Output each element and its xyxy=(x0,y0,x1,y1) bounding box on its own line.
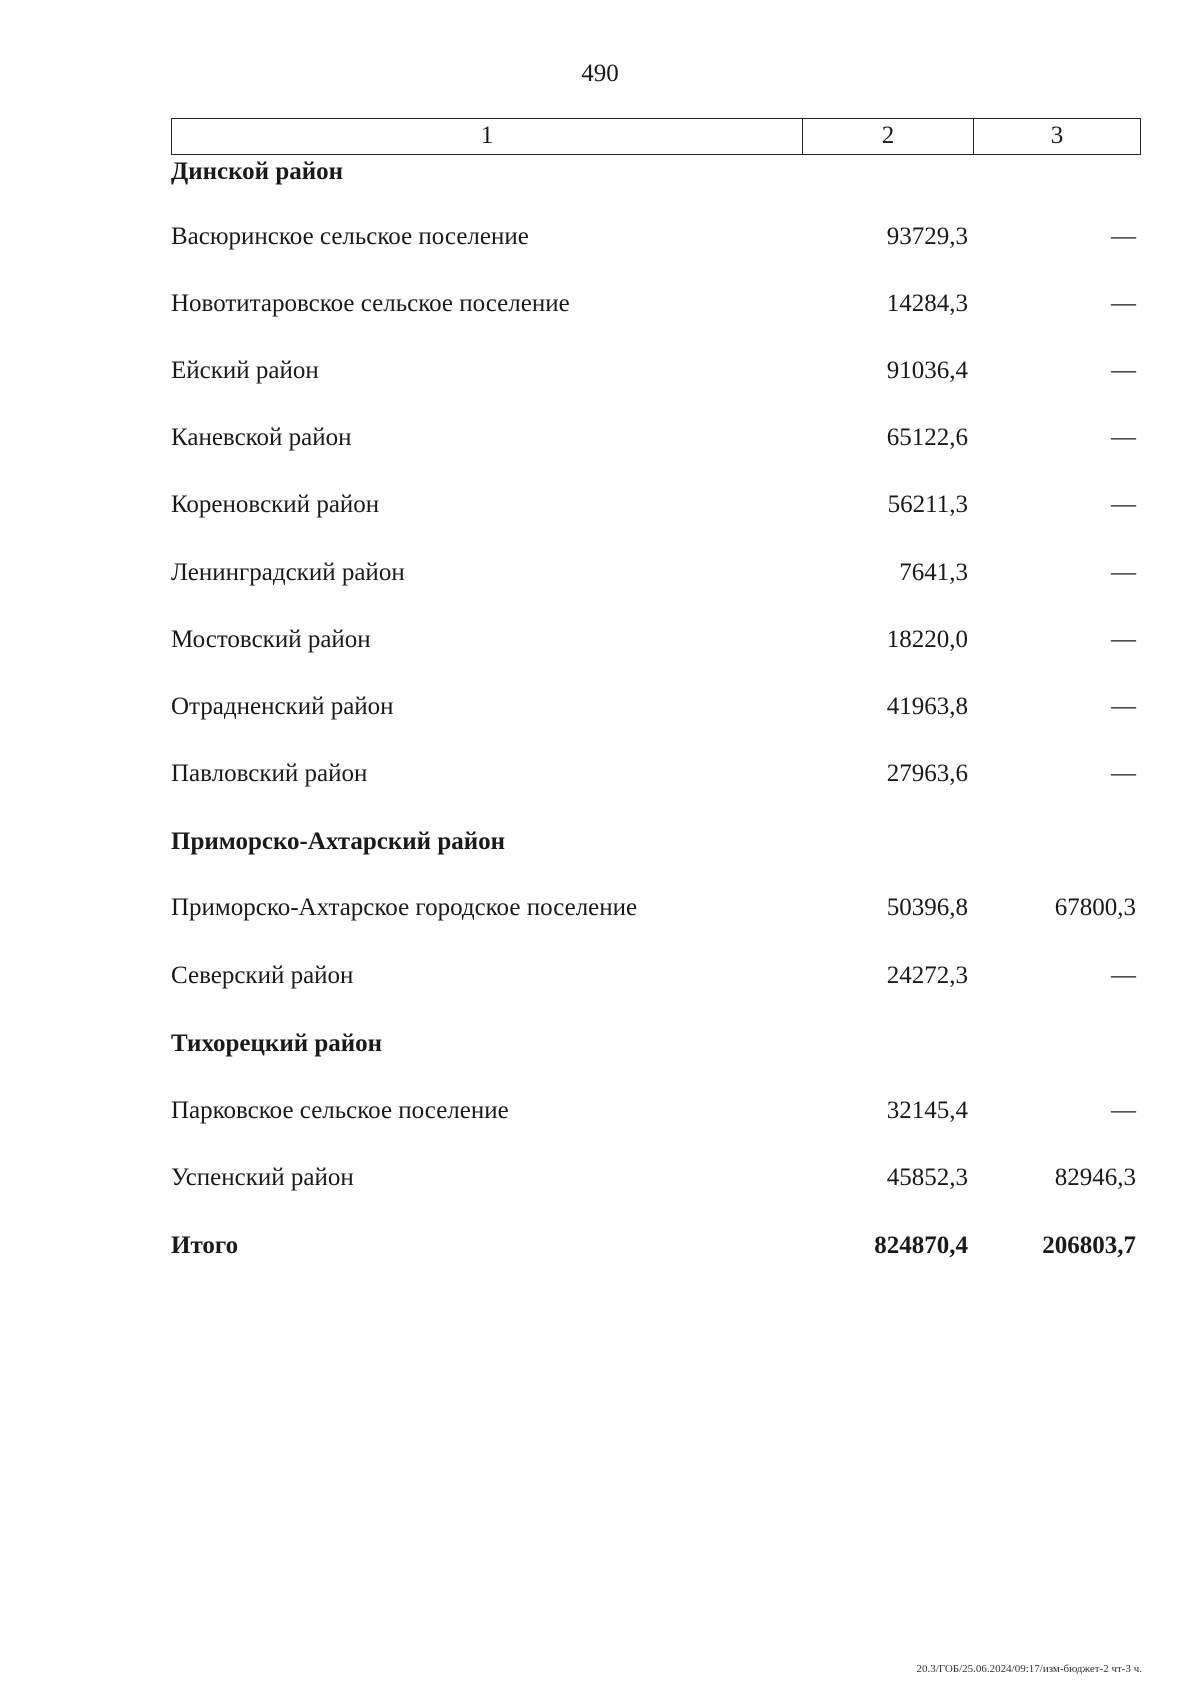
row-value-col-3-dash: — xyxy=(1111,357,1136,384)
row-value-col-2: 824870,4 xyxy=(874,1232,968,1259)
row-name: Успенский район xyxy=(171,1164,354,1191)
row-name: Новотитаровское сельское поселение xyxy=(171,290,570,317)
table-header xyxy=(171,118,1141,155)
table-row xyxy=(0,357,1200,397)
row-value-col-3: 206803,7 xyxy=(1042,1232,1136,1259)
section-heading-row xyxy=(0,158,1200,198)
row-name: Северский район xyxy=(171,962,354,989)
table-row xyxy=(0,626,1200,666)
table-header-col-2: 2 xyxy=(803,119,974,154)
table-row xyxy=(0,290,1200,330)
row-name: Отрадненский район xyxy=(171,693,394,720)
section-heading-row xyxy=(0,1030,1200,1070)
table-row xyxy=(0,223,1200,263)
row-name: Кореновский район xyxy=(171,491,380,518)
table-row xyxy=(0,559,1200,599)
page-number: 490 xyxy=(581,60,619,87)
row-value-col-2: 50396,8 xyxy=(886,894,968,921)
footer-stamp: 20.3/ГОБ/25.06.2024/09:17/изм-бюджет-2 чт-3 ч. xyxy=(916,1663,1142,1675)
row-name: Каневской район xyxy=(171,424,352,451)
table-row xyxy=(0,1164,1200,1204)
total-row xyxy=(0,1232,1200,1272)
table-row xyxy=(0,693,1200,733)
row-name: Приморско-Ахтарский район xyxy=(171,828,506,855)
row-name: Парковское сельское поселение xyxy=(171,1097,509,1124)
row-value-col-2: 14284,3 xyxy=(886,290,968,317)
row-value-col-2: 65122,6 xyxy=(886,424,968,451)
row-name: Динской район xyxy=(171,158,344,185)
table-row xyxy=(0,491,1200,531)
row-value-col-2: 41963,8 xyxy=(886,693,968,720)
row-value-col-3-dash: — xyxy=(1111,760,1136,787)
row-value-col-3: 67800,3 xyxy=(1054,894,1136,921)
row-value-col-2: 45852,3 xyxy=(886,1164,968,1191)
row-value-col-2: 32145,4 xyxy=(886,1097,968,1124)
row-name: Васюринское сельское поселение xyxy=(171,223,529,250)
row-value-col-2: 91036,4 xyxy=(886,357,968,384)
table-row xyxy=(0,1097,1200,1137)
table-header-col-1: 1 xyxy=(172,119,803,154)
row-value-col-2: 56211,3 xyxy=(887,491,968,518)
row-value-col-3: 82946,3 xyxy=(1054,1164,1136,1191)
row-name: Ленинградский район xyxy=(171,559,405,586)
row-name: Приморско-Ахтарское городское поселение xyxy=(171,894,638,921)
row-name: Итого xyxy=(171,1232,239,1259)
row-value-col-3-dash: — xyxy=(1111,491,1136,518)
row-value-col-3-dash: — xyxy=(1111,693,1136,720)
row-name: Ейский район xyxy=(171,357,319,384)
row-value-col-3-dash: — xyxy=(1111,1097,1136,1124)
row-name: Мостовский район xyxy=(171,626,371,653)
row-value-col-3-dash: — xyxy=(1111,962,1136,989)
table-row xyxy=(0,424,1200,464)
row-name: Тихорецкий район xyxy=(171,1030,383,1057)
table-row xyxy=(0,760,1200,800)
row-value-col-3-dash: — xyxy=(1111,559,1136,586)
row-value-col-2: 18220,0 xyxy=(886,626,968,653)
row-value-col-2: 24272,3 xyxy=(886,962,968,989)
row-value-col-3-dash: — xyxy=(1111,424,1136,451)
section-heading-row xyxy=(0,828,1200,868)
row-name: Павловский район xyxy=(171,760,368,787)
row-value-col-3-dash: — xyxy=(1111,290,1136,317)
row-value-col-3-dash: — xyxy=(1111,626,1136,653)
table-header-col-3: 3 xyxy=(1050,122,1064,149)
row-value-col-2: 7641,3 xyxy=(899,559,968,586)
row-value-col-2: 93729,3 xyxy=(886,223,968,250)
table-row xyxy=(0,894,1200,934)
table-row xyxy=(0,962,1200,1002)
row-value-col-2: 27963,6 xyxy=(886,760,968,787)
row-value-col-3-dash: — xyxy=(1111,223,1136,250)
